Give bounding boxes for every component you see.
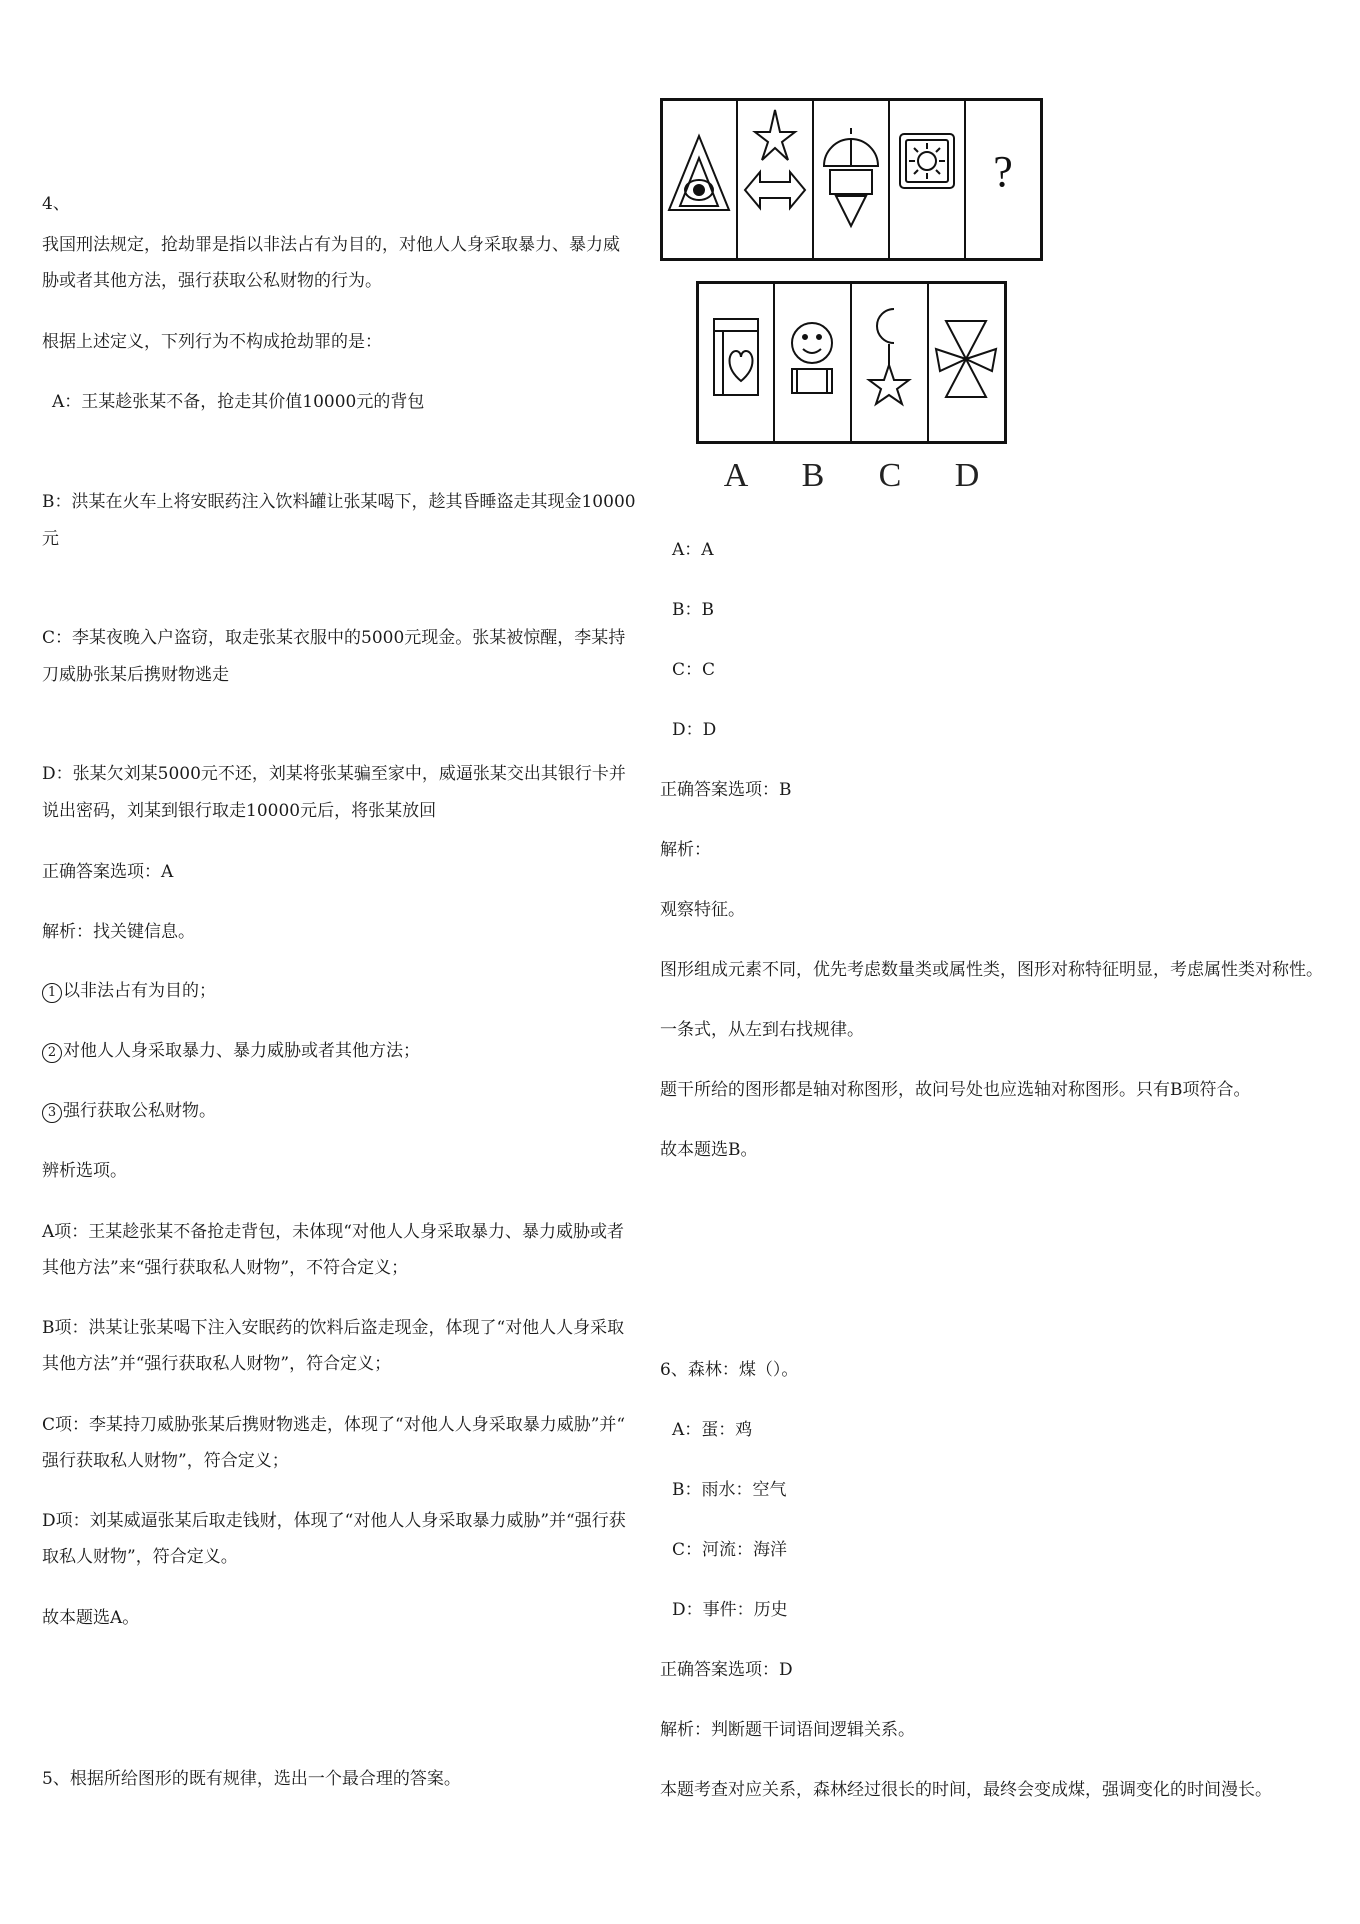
question-mark: ? [993, 147, 1013, 196]
q5-option-b: B：B [672, 600, 714, 620]
star-double-arrow-figure [745, 110, 805, 208]
q4-option-b-line2: 元 [42, 529, 59, 549]
q5-stem: 5、根据所给图形的既有规律，选出一个最合理的答案。 [42, 1769, 461, 1789]
q4-b-line1: B项：洪某让张某喝下注入安眠药的饮料后盗走现金，体现了“对他人人身采取 [42, 1318, 625, 1338]
q6-answer: 正确答案选项：D [660, 1660, 793, 1680]
q4-stem-line1: 我国刑法规定，抢劫罪是指以非法占有为目的，对他人人身采取暴力、暴力威 [42, 235, 620, 255]
q4-key1: 1 以非法占有为目的； [42, 976, 216, 1007]
q4-question: 根据上述定义，下列行为不构成抢劫罪的是： [42, 332, 382, 352]
q4-option-a: A：王某趁张某不备，抢走其价值10000元的背包 [52, 392, 425, 412]
dome-down-arrow-figure [824, 128, 878, 226]
q6-stem: 6、森林：煤（）。 [660, 1360, 799, 1380]
option-label-c: C [878, 457, 902, 494]
q5-p2: 一条式，从左到右找规律。 [660, 1020, 864, 1040]
circled-number-3: 3 [42, 1103, 62, 1123]
q4-option-b-line1: B：洪某在火车上将安眠药注入饮料罐让张某喝下，趁其昏睡盗走其现金10000 [42, 492, 636, 512]
q4-option-c-line1: C：李某夜晚入户盗窃，取走张某衣服中的5000元现金。张某被惊醒，李某持 [42, 628, 626, 648]
q6-option-c: C：河流：海洋 [672, 1540, 788, 1560]
q4-key3: 3 强行获取公私财物。 [42, 1096, 216, 1127]
q4-c-line2: 强行获取私人财物”，符合定义； [42, 1451, 289, 1471]
q5-p1: 图形组成元素不同，优先考虑数量类或属性类，图形对称特征明显，考虑属性类对称性。 [660, 960, 1323, 980]
q4-stem-line2: 胁或者其他方法，强行获取公私财物的行为。 [42, 271, 382, 291]
q4-number: 4、 [42, 194, 70, 214]
q5-option-d: D：D [672, 720, 717, 740]
q5-obs: 观察特征。 [660, 900, 745, 920]
smiley-box-figure [792, 323, 832, 393]
q6-option-d: D：事件：历史 [672, 1600, 788, 1620]
q4-b-line2: 其他方法”并“强行获取私人财物”，符合定义； [42, 1354, 392, 1374]
circled-number-1: 1 [42, 983, 62, 1003]
q5-analysis: 解析： [660, 840, 711, 860]
q4-c-line1: C项：李某持刀威胁张某后携财物逃走，体现了“对他人人身采取暴力威胁”并“ [42, 1415, 626, 1435]
q5-answer: 正确答案选项：B [660, 780, 792, 800]
q5-option-a: A：A [672, 540, 714, 560]
q4-option-d-line2: 说出密码，刘某到银行取走10000元后，将张某放回 [42, 801, 437, 821]
q4-discern: 辨析选项。 [42, 1161, 127, 1181]
option-label-b: B [801, 457, 825, 494]
q4-conclusion: 故本题选A。 [42, 1608, 140, 1628]
q4-a-line2: 其他方法”来“强行获取私人财物”，不符合定义； [42, 1258, 409, 1278]
q6-option-a: A：蛋：鸡 [672, 1420, 753, 1440]
framed-heart-figure [714, 319, 758, 395]
q5-figure-sequence [660, 98, 1045, 263]
q4-d-line2: 取私人财物”，符合定义。 [42, 1547, 238, 1567]
q5-p3: 题干所给的图形都是轴对称图形，故问号处也应选轴对称图形。只有B项符合。 [660, 1080, 1251, 1100]
option-label-d: D [954, 457, 980, 494]
q6-p1: 本题考查对应关系，森林经过很长的时间，最终会变成煤，强调变化的时间漫长。 [660, 1780, 1272, 1800]
q5-conclusion: 故本题选B。 [660, 1140, 758, 1160]
q4-option-c-line2: 刀威胁张某后携财物逃走 [42, 665, 229, 685]
q4-d-line1: D项：刘某威逼张某后取走钱财，体现了“对他人人身采取暴力威胁”并“强行获 [42, 1511, 626, 1531]
moon-star-figure [869, 309, 909, 404]
option-label-a: A [723, 457, 749, 494]
q4-a-line1: A项：王某趁张某不备抢走背包，未体现“对他人人身采取暴力、暴力威胁或者 [42, 1222, 624, 1242]
pinwheel-figure [936, 321, 996, 397]
q4-option-d-line1: D：张某欠刘某5000元不还，刘某将张某骗至家中，威逼张某交出其银行卡并 [42, 764, 626, 784]
triangle-eye-figure [669, 136, 729, 210]
q5-option-figures [696, 281, 1011, 503]
q4-analysis: 解析：找关键信息。 [42, 922, 195, 942]
q5-option-c: C：C [672, 660, 716, 680]
q4-key2: 2 对他人人身采取暴力、暴力威胁或者其他方法； [42, 1036, 420, 1067]
sun-square-figure [900, 134, 954, 188]
q6-analysis: 解析：判断题干词语间逻辑关系。 [660, 1720, 915, 1740]
circled-number-2: 2 [42, 1043, 62, 1063]
q4-answer: 正确答案选项：A [42, 862, 174, 882]
q6-option-b: B：雨水：空气 [672, 1480, 787, 1500]
